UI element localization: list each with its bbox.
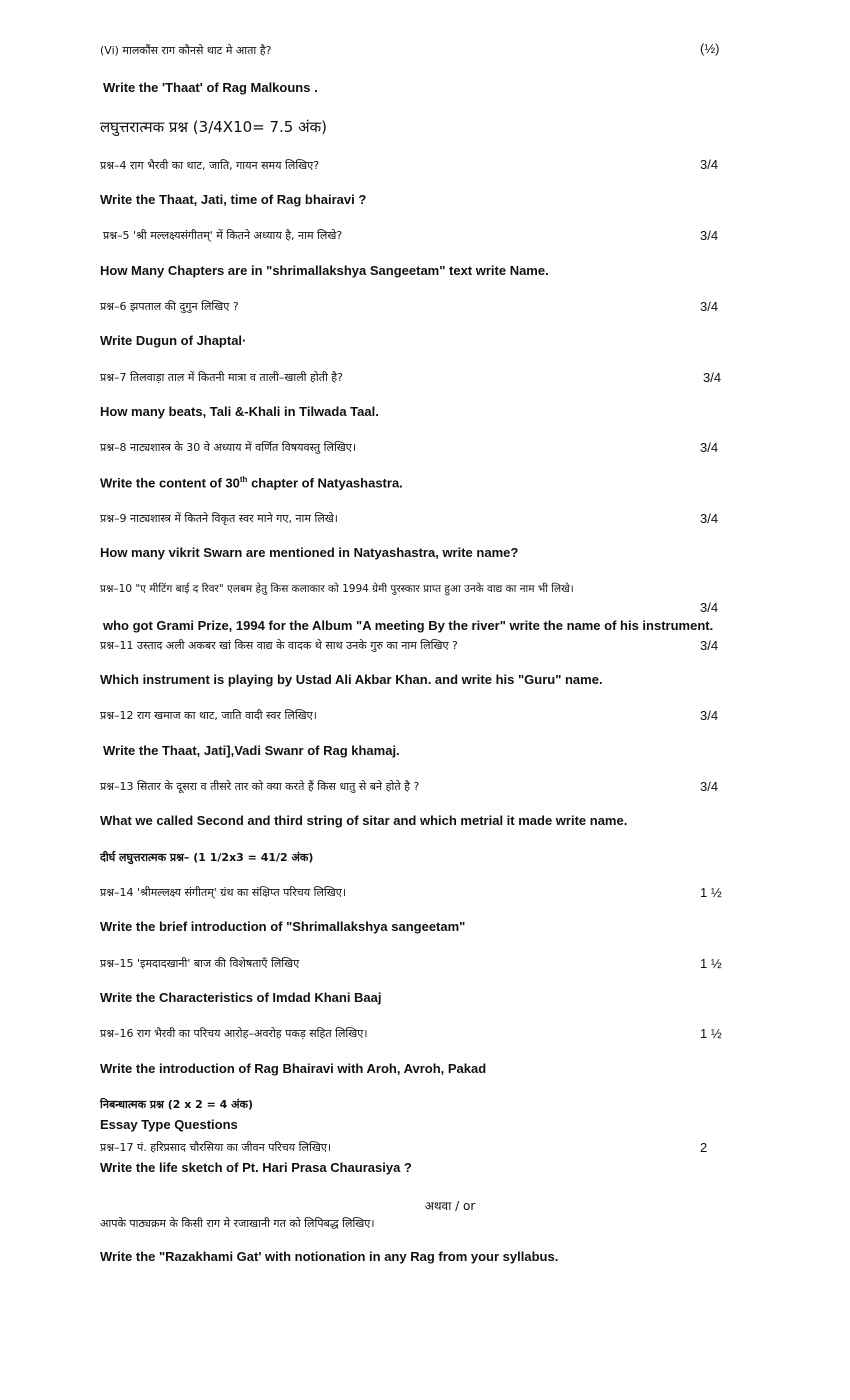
question-7-english: How many beats, Tali &-Khali in Tilwada Taal.	[100, 404, 379, 419]
question-vi-english: Write the 'Thaat' of Rag Malkouns .	[103, 80, 318, 95]
question-6-english: Write Dugun of Jhaptal·	[100, 333, 247, 348]
question-11-hindi: प्रश्न–11 उस्ताद अली अकबर खां किस वाद्य के वादक थे साथ उनके गुरु का नाम लिखिए ?	[100, 639, 458, 652]
question-17-hindi: प्रश्न–17 पं. हरिप्रसाद चौरसिया का जीवन परिचय लिखिए।	[100, 1141, 332, 1154]
question-5-hindi: प्रश्न–5 'श्री मल्लक्ष्यसंगीतम्' में कितने अध्याय है, नाम लिखे?	[103, 229, 343, 242]
question-7-marks: 3/4	[703, 370, 722, 385]
question-6-hindi: प्रश्न–6 झपताल की दुगुन लिखिए ?	[100, 300, 239, 313]
question-12-english: Write the Thaat, Jati],Vadi Swanr of Rag khamaj.	[103, 743, 400, 758]
question-8-marks: 3/4	[700, 440, 719, 455]
question-8-english	[100, 475, 403, 490]
or-divider: अथवा / or	[424, 1199, 476, 1213]
question-vi-hindi: (Vi) मालकौंस राग कौनसे थाट मे आता है?	[100, 44, 272, 57]
question-13-marks: 3/4	[700, 779, 719, 794]
question-13-hindi: प्रश्न–13 सितार के दूसरा व तीसरे तार को क्या करते हैं किस धातु से बने होते है ?	[100, 780, 420, 793]
section-long-heading: दीर्घ लघुत्तरात्मक प्रश्न– (1 1/2x3 = 41/2 अंक)	[100, 851, 314, 864]
question-15-english: Write the Characteristics of Imdad Khani Baaj	[100, 990, 382, 1005]
question-15-hindi: प्रश्न–15 'इमदादखानी' बाज की विशेषताएँ लिखिए	[100, 957, 300, 970]
question-14-marks: 1 ½	[700, 885, 722, 900]
question-16-marks: 1 ½	[700, 1026, 722, 1041]
question-13-english: What we called Second and third string of sitar and which metrial it made write name.	[100, 813, 628, 828]
question-14-english: Write the brief introduction of "Shrimallakshya sangeetam"	[100, 919, 466, 934]
question-17-english: Write the life sketch of Pt. Hari Prasa Chaurasiya ?	[100, 1160, 412, 1175]
question-4-english: Write the Thaat, Jati, time of Rag bhairavi ?	[100, 192, 367, 207]
question-10-english: who got Grami Prize, 1994 for the Album "A meeting By the river" write the name of his instrument.	[103, 618, 714, 633]
question-8-english-sup: th	[239, 475, 248, 484]
question-6-marks: 3/4	[700, 299, 719, 314]
question-11-english: Which instrument is playing by Ustad Ali Akbar Khan. and write his "Guru" name.	[100, 672, 603, 687]
question-10-marks: 3/4	[700, 600, 719, 615]
question-7-hindi: प्रश्न–7 तिलवाड़ा ताल में कितनी मात्रा व ताली–खाली होती है?	[100, 371, 343, 384]
section-short-heading: लघुत्तरात्मक प्रश्न (3/4X10= 7.5 अंक)	[100, 118, 327, 136]
section-essay-subheading: Essay Type Questions	[100, 1117, 238, 1132]
question-11-marks: 3/4	[700, 638, 719, 653]
question-10-hindi: प्रश्न–10 "ए मीटिंग बाई द रिवर" एलबम हेतु किस कलाकार को 1994 ग्रेमी पुरस्कार प्राप्त हुआ उनके वाद्य का नाम भी लिखे।	[100, 583, 574, 595]
question-4-marks: 3/4	[700, 157, 719, 172]
question-16-english: Write the introduction of Rag Bhairavi with Aroh, Avroh, Pakad	[100, 1061, 487, 1076]
question-8-hindi: प्रश्न–8 नाट्यशास्त्र के 30 वे अध्याय में वर्णित विषयवस्तु लिखिए।	[100, 441, 357, 454]
question-8-english-text: Write the content of 30	[100, 475, 240, 491]
question-12-hindi: प्रश्न–12 राग खमाज का थाट, जाति वादी स्वर लिखिए।	[100, 709, 317, 722]
question-5-marks: 3/4	[700, 228, 719, 243]
question-12-marks: 3/4	[700, 708, 719, 723]
question-17-marks: 2	[700, 1140, 708, 1155]
question-vi-marks: (½)	[700, 41, 720, 56]
question-15-marks: 1 ½	[700, 956, 722, 971]
section-essay-heading: निबन्धात्मक प्रश्न (2 x 2 = 4 अंक)	[100, 1098, 254, 1111]
question-8-english-tail: chapter of Natyashastra.	[247, 475, 403, 491]
question-9-hindi: प्रश्न–9 नाट्यशास्त्र में कितने विकृत स्वर माने गए, नाम लिखे।	[100, 512, 338, 525]
question-16-hindi: प्रश्न–16 राग भैरवी का परिचय आरोह–अवरोह पकड़ सहित लिखिए।	[100, 1027, 368, 1040]
alternate-question-english: Write the "Razakhami Gat' with notionation in any Rag from your syllabus.	[100, 1249, 559, 1264]
question-4-hindi: प्रश्न–4 राग भैरवी का थाट, जाति, गायन समय लिखिए?	[100, 159, 320, 172]
question-9-english: How many vikrit Swarn are mentioned in Natyashastra, write name?	[100, 545, 519, 560]
question-5-english: How Many Chapters are in "shrimallakshya Sangeetam" text write Name.	[100, 263, 549, 278]
question-14-hindi: प्रश्न–14 'श्रीमल्लक्ष्य संगीतम्' ग्रंथ का संक्षिप्त परिचय लिखिए।	[100, 886, 347, 899]
alternate-question-hindi: आपके पाठ्यक्रम के किसी राग मे रजाखानी गत को लिपिबद्ध लिखिए।	[100, 1217, 375, 1230]
question-9-marks: 3/4	[700, 511, 719, 526]
